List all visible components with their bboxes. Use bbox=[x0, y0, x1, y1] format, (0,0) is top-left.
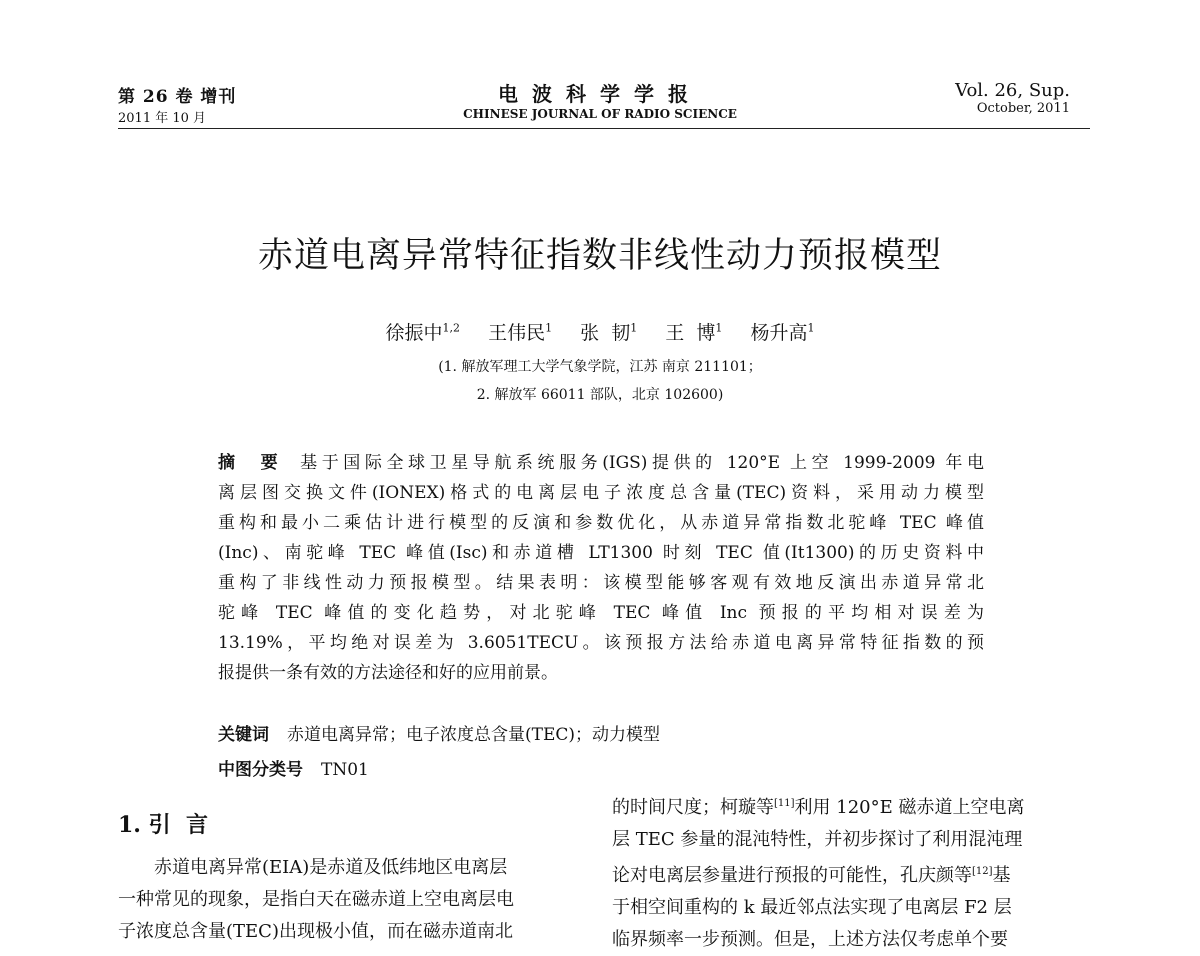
abstract-line: 重构和最小二乘估计进行模型的反演和参数优化，从赤道异常指数北驼峰 TEC 峰值 bbox=[218, 513, 984, 533]
author: 王伟民$^1$ bbox=[488, 321, 553, 344]
author: 徐振中$^{1,2}$ bbox=[385, 321, 461, 344]
author: 王 博$^1$ bbox=[665, 321, 723, 344]
classification-code: TN01 bbox=[321, 760, 369, 780]
body-line: 一种常见的现象，是指白天在磁赤道上空电离层电 bbox=[118, 889, 514, 910]
citation: [11] bbox=[774, 798, 795, 809]
journal-name-en: CHINESE JOURNAL OF RADIO SCIENCE bbox=[463, 107, 737, 121]
keywords-text: 赤道电离异常；电子浓度总含量(TEC)；动力模型 bbox=[287, 725, 661, 745]
classification-label: 中图分类号 bbox=[218, 760, 303, 780]
right-column bbox=[612, 788, 1090, 956]
abstract-line: 驼峰 TEC 峰值的变化趋势，对北驼峰 TEC 峰值 Inc 预报的平均相对误差为 bbox=[218, 603, 984, 623]
abstract-line: 离层图交换文件(IONEX)格式的电离层电子浓度总含量(TEC)资料，采用动力模型 bbox=[218, 483, 984, 503]
body-line: 临界频率一步预测。但是，上述方法仅考虑单个要 bbox=[612, 929, 1008, 950]
affiliation-1: (1. 解放军理工大学气象学院，江苏 南京 211101； bbox=[438, 359, 762, 375]
left-column bbox=[118, 852, 588, 948]
citation: [12] bbox=[972, 866, 993, 877]
abstract-line: 摘 要 基于国际全球卫星导航系统服务(IGS)提供的 120°E 上空 1999-2009 年电 bbox=[218, 453, 985, 473]
body-line: 层 TEC 参量的混沌特性，并初步探讨了利用混沌理 bbox=[612, 829, 1023, 850]
paper-title: 赤道电离异常特征指数非线性动力预报模型 bbox=[257, 236, 942, 276]
abstract-label: 摘 要 bbox=[218, 453, 283, 473]
section-heading: 1. 引 言 bbox=[118, 812, 208, 838]
body-line: 赤道电离异常(EIA)是赤道及低纬地区电离层 bbox=[154, 857, 508, 878]
author-list bbox=[0, 318, 1200, 345]
keywords bbox=[218, 720, 660, 745]
abstract-line: (Inc)、南驼峰 TEC 峰值(Isc)和赤道槽 LT1300 时刻 TEC 值(It1300)的历史资料中 bbox=[218, 543, 984, 563]
volume-cn: 第 26 卷 增刊 bbox=[118, 87, 237, 107]
author: 张 韧$^1$ bbox=[580, 321, 638, 344]
body-line: 的时间尺度；柯璇等[11]利用 120°E 磁赤道上空电离 bbox=[612, 797, 1025, 818]
abstract-line: 报提供一条有效的方法途径和好的应用前景。 bbox=[218, 663, 558, 683]
affiliation-2: 2. 解放军 66011 部队，北京 102600) bbox=[476, 387, 724, 403]
abstract-line: 13.19%，平均绝对误差为 3.6051TECU。该预报方法给赤道电离异常特征指数的预 bbox=[218, 633, 984, 653]
date-en: October, 2011 bbox=[976, 101, 1070, 116]
date-cn: 2011 年 10 月 bbox=[118, 111, 207, 126]
abstract bbox=[218, 448, 984, 688]
author: 杨升高$^1$ bbox=[750, 321, 815, 344]
journal-name-cn: 电波科学学报 bbox=[498, 82, 702, 106]
journal-volume-en bbox=[955, 80, 1070, 116]
classification bbox=[218, 755, 369, 780]
header-rule bbox=[118, 128, 1090, 129]
keywords-label: 关键词 bbox=[218, 725, 269, 745]
volume-en: Vol. 26, Sup. bbox=[955, 80, 1070, 101]
body-line: 论对电离层参量进行预报的可能性，孔庆颜等[12]基 bbox=[612, 865, 1011, 886]
abstract-line: 重构了非线性动力预报模型。结果表明：该模型能够客观有效地反演出赤道异常北 bbox=[218, 573, 984, 593]
body-line: 子浓度总含量(TEC)出现极小值，而在磁赤道南北 bbox=[118, 921, 513, 942]
body-line: 于相空间重构的 k 最近邻点法实现了电离层 F2 层 bbox=[612, 897, 1012, 918]
